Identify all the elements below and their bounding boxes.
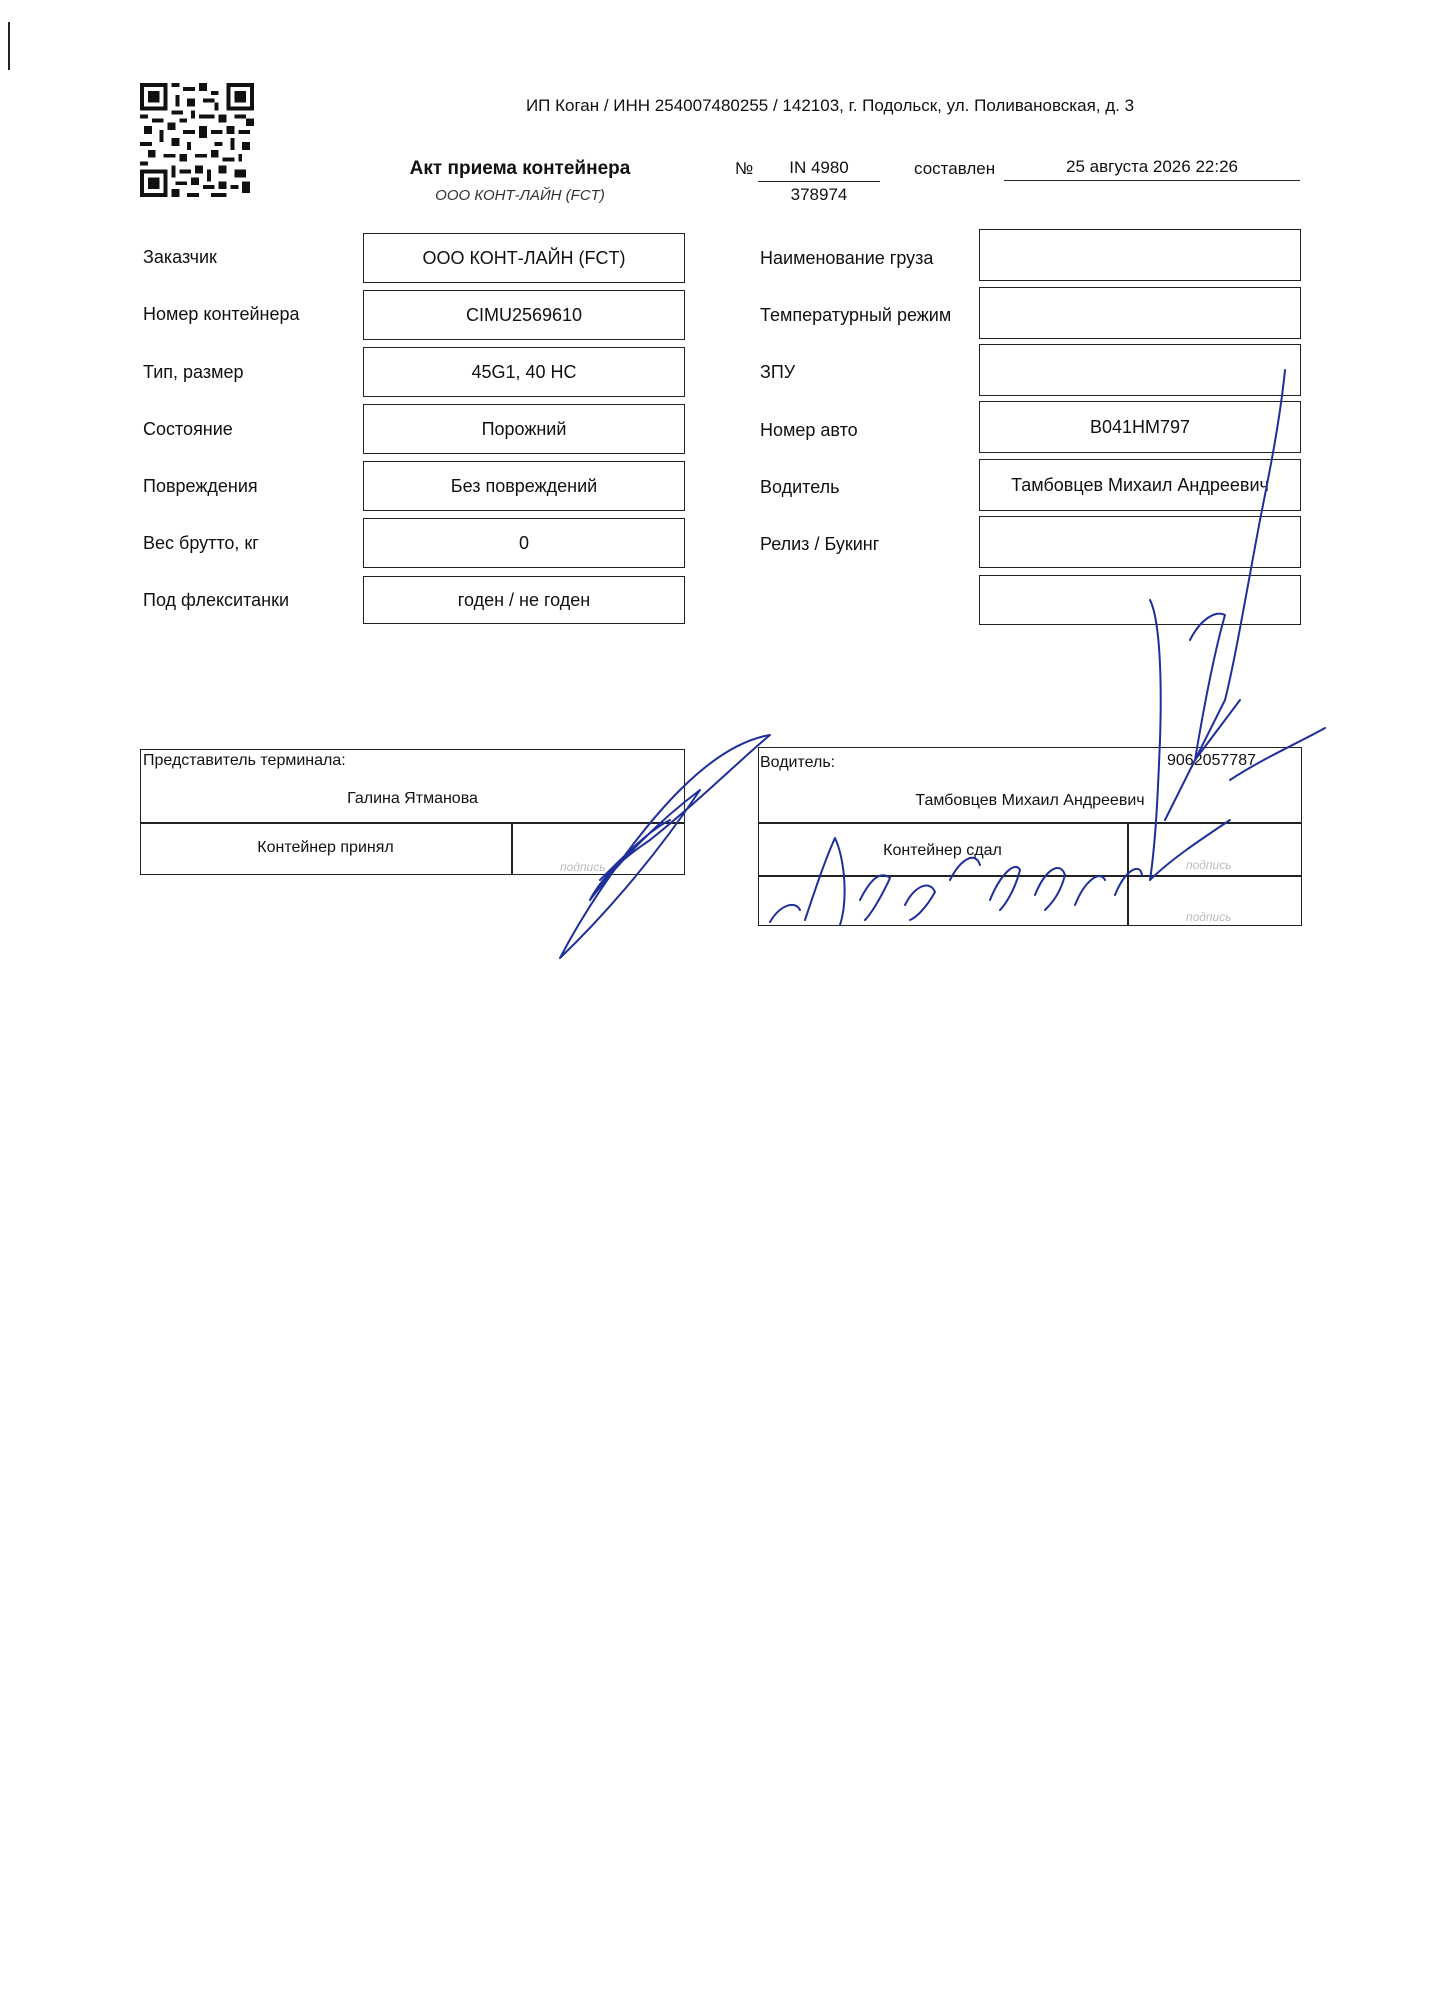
temperature-label: Температурный режим: [760, 305, 952, 325]
temperature-value: [979, 287, 1301, 339]
type-size-value: 45G1, 40 HC: [363, 347, 685, 397]
qr-code: [140, 83, 254, 197]
driver-phone: 9062057787: [1167, 752, 1256, 769]
container-accepted-label: Контейнер принял: [257, 839, 394, 856]
flexitank-label: Под флекситанки: [143, 590, 290, 610]
container-number-label: Номер контейнера: [143, 304, 300, 324]
seal-value: [979, 344, 1301, 396]
container-handed-label: Контейнер сдал: [883, 842, 1002, 859]
damage-label: Повреждения: [143, 476, 258, 496]
driver-sign-hint-2: подпись: [1186, 910, 1232, 924]
composed-date: 25 августа 2026 22:26: [1004, 157, 1300, 181]
document-number: IN 4980: [758, 158, 880, 182]
customer-label: Заказчик: [143, 247, 217, 267]
driver-sign-hint: подпись: [1186, 858, 1232, 872]
table-divider: [140, 822, 685, 824]
scan-edge-mark: [8, 22, 10, 70]
damage-value: Без повреждений: [363, 461, 685, 511]
type-size-label: Тип, размер: [143, 362, 244, 382]
cargo-name-label: Наименование груза: [760, 248, 934, 268]
driver-value: Тамбовцев Михаил Андреевич: [979, 459, 1301, 511]
number-sign: №: [735, 159, 754, 178]
gross-weight-label: Вес брутто, кг: [143, 533, 259, 553]
flexitank-value: годен / не годен: [363, 576, 685, 624]
table-divider: [1127, 822, 1129, 926]
driver-block-name: Тамбовцев Михаил Андреевич: [915, 792, 1145, 809]
document-subtitle: ООО КОНТ-ЛАЙН (FCT): [435, 187, 605, 204]
terminal-sign-hint: подпись: [560, 860, 606, 874]
terminal-rep-label: Представитель терминала:: [143, 752, 346, 769]
table-divider: [758, 875, 1302, 877]
condition-value: Порожний: [363, 404, 685, 454]
extra-value: [979, 575, 1301, 625]
composed-label: составлен: [914, 159, 996, 178]
issuer-line: ИП Коган / ИНН 254007480255 / 142103, г. Подольск, ул. Поливановская, д. 3: [525, 96, 1135, 115]
vehicle-number-value: В041НМ797: [979, 401, 1301, 453]
table-divider: [511, 822, 513, 875]
seal-label: ЗПУ: [760, 362, 796, 382]
terminal-rep-name: Галина Ятманова: [347, 790, 478, 807]
customer-value: ООО КОНТ-ЛАЙН (FCT): [363, 233, 685, 283]
vehicle-number-label: Номер авто: [760, 420, 858, 440]
document-number-sub: 378974: [790, 185, 848, 204]
table-divider: [758, 822, 1302, 824]
release-booking-value: [979, 516, 1301, 568]
driver-signature-table: [758, 747, 1302, 926]
cargo-name-value: [979, 229, 1301, 281]
condition-label: Состояние: [143, 419, 233, 439]
release-booking-label: Релиз / Букинг: [760, 534, 880, 554]
driver-block-label: Водитель:: [760, 754, 836, 771]
container-number-value: CIMU2569610: [363, 290, 685, 340]
gross-weight-value: 0: [363, 518, 685, 568]
driver-label: Водитель: [760, 477, 840, 497]
document-title: Акт приема контейнера: [409, 158, 631, 179]
